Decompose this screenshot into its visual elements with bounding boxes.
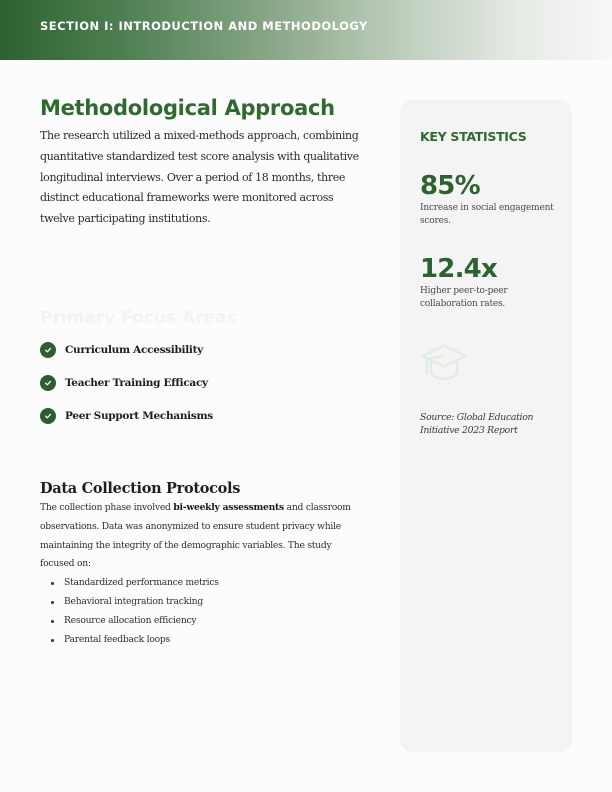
list-item: Standardized performance metrics bbox=[50, 574, 365, 593]
graduation-cap-icon bbox=[420, 343, 468, 387]
focus-area-item bbox=[40, 342, 213, 358]
focus-area-item bbox=[40, 408, 213, 424]
stat-value: 12.4x bbox=[420, 254, 497, 284]
check-circle-icon bbox=[40, 342, 56, 358]
check-circle-icon bbox=[40, 408, 56, 424]
list-item: Resource allocation efficiency bbox=[50, 612, 365, 631]
list-item: Parental feedback loops bbox=[50, 631, 365, 650]
focus-areas-list bbox=[40, 342, 213, 441]
key-statistics-heading: KEY STATISTICS bbox=[420, 129, 527, 144]
focus-areas-heading: Primary Focus Areas bbox=[40, 308, 237, 328]
section-title: SECTION I: INTRODUCTION AND METHODOLOGY bbox=[40, 19, 368, 33]
stat-block bbox=[420, 171, 560, 228]
source-citation: Source: Global Education Initiative 2023 Report bbox=[420, 412, 534, 436]
section-header-banner bbox=[0, 0, 612, 60]
stat-description: Higher peer-to-peer collaboration rates. bbox=[420, 286, 508, 309]
data-collection-paragraph bbox=[40, 499, 365, 574]
focus-area-item bbox=[40, 375, 213, 391]
methodology-section bbox=[40, 96, 365, 230]
paragraph-text: and classroom observations. Data was anonymized to ensure student privacy while maintaining the integrity of the demographic variables. The study focused on: bbox=[40, 502, 351, 570]
emphasis-text: bi-weekly assessments bbox=[173, 502, 284, 513]
stat-block bbox=[420, 254, 560, 311]
data-collection-heading: Data Collection Protocols bbox=[40, 480, 241, 497]
check-circle-icon bbox=[40, 375, 56, 391]
stat-value: 85% bbox=[420, 171, 480, 201]
focus-area-label: Curriculum Accessibility bbox=[65, 344, 203, 356]
stat-description: Increase in social engagement scores. bbox=[420, 203, 554, 226]
methodology-heading: Methodological Approach bbox=[40, 96, 335, 120]
focus-area-label: Peer Support Mechanisms bbox=[65, 410, 213, 422]
key-statistics-panel bbox=[400, 100, 572, 752]
data-collection-section bbox=[40, 480, 365, 649]
paragraph-text: The collection phase involved bbox=[40, 502, 174, 513]
study-focus-list bbox=[40, 574, 365, 649]
methodology-paragraph: The research utilized a mixed-methods approach, combining quantitative standardized test score analysis with qualitative longitudinal interviews. Over a period of 18 months, three distinct educational frameworks were monitored across twelve participating institutions. bbox=[40, 129, 359, 226]
focus-area-label: Teacher Training Efficacy bbox=[65, 377, 208, 389]
list-item: Behavioral integration tracking bbox=[50, 593, 365, 612]
